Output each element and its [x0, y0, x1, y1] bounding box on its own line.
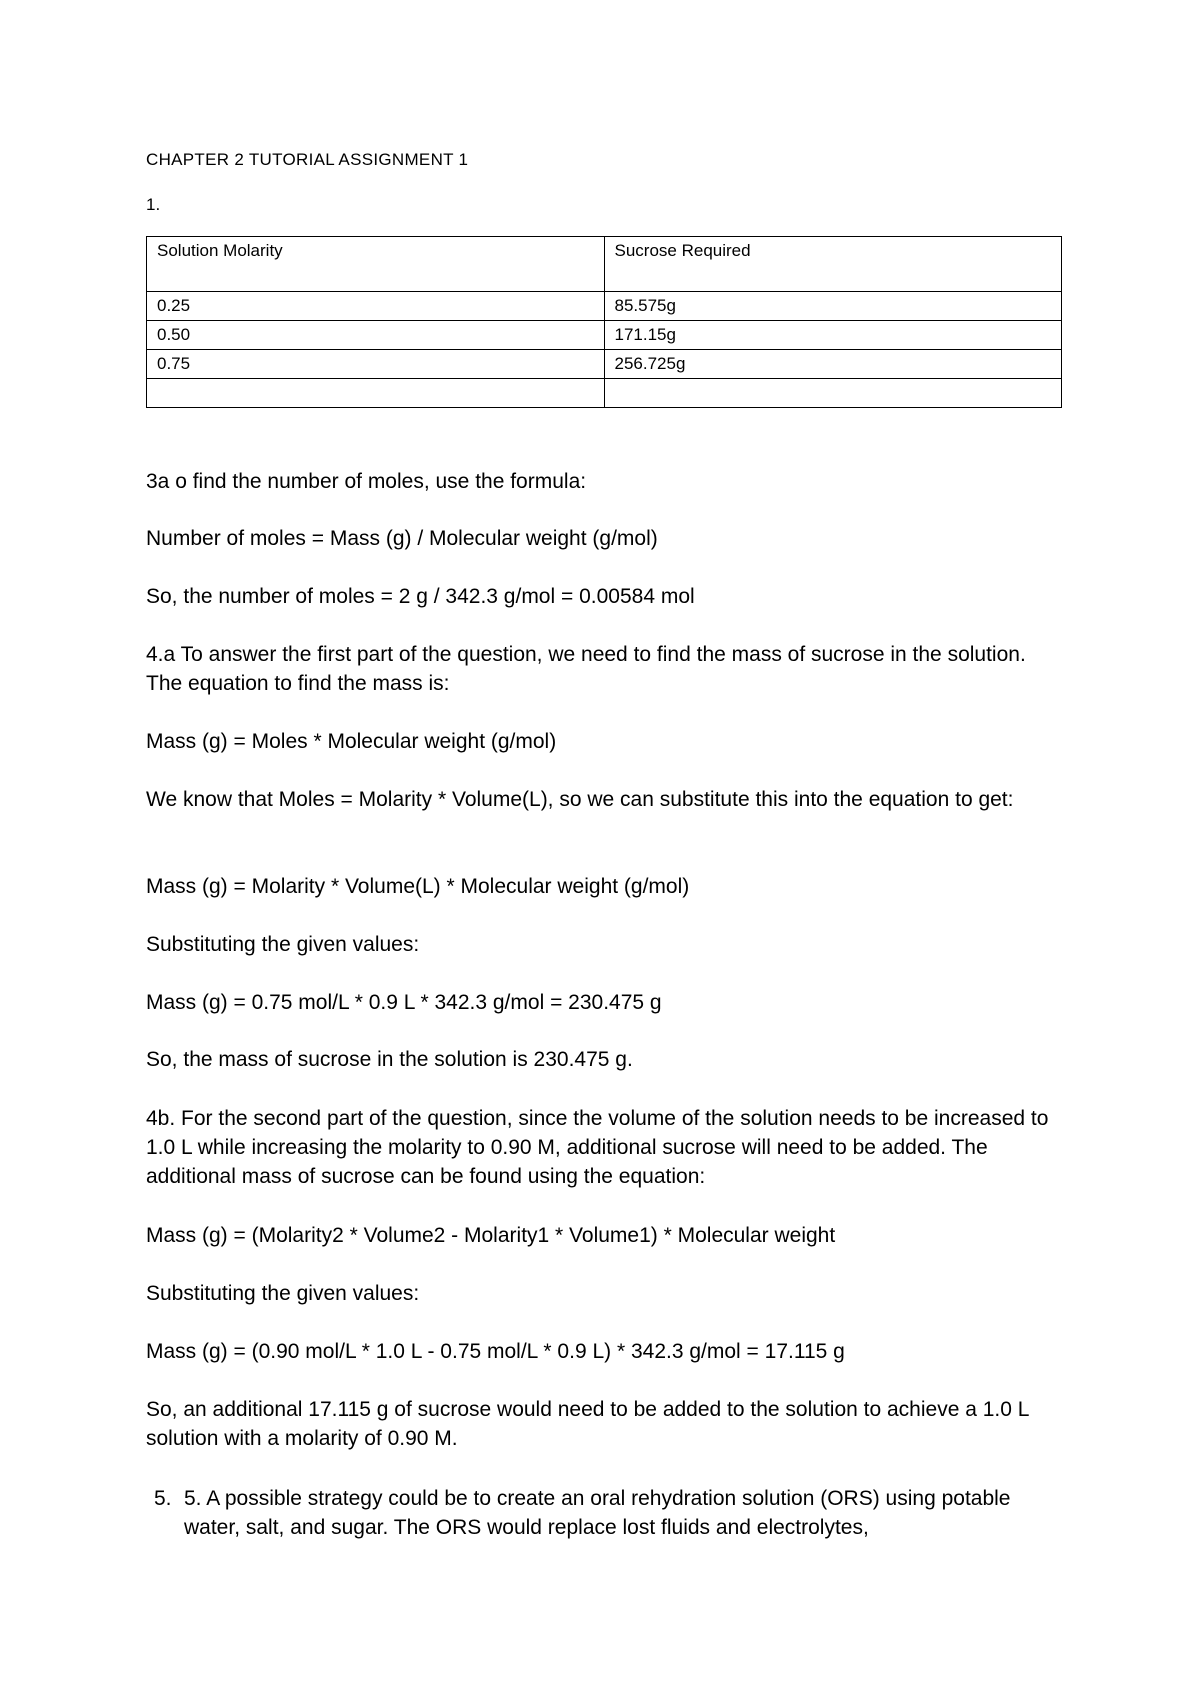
table-cell: 85.575g — [604, 292, 1062, 321]
paragraph-4b-formula: Mass (g) = (Molarity2 * Volume2 - Molarity1 * Volume1) * Molecular weight — [146, 1224, 836, 1247]
list-item-5-text: 5. A possible strategy could be to create an oral rehydration solution (ORS) using potable water, salt, and sugar. The ORS would replace lost fluids and electrolytes, — [184, 1487, 1011, 1539]
list-item-5 — [154, 1484, 1064, 1542]
table-cell: 256.725g — [604, 350, 1062, 379]
header-solution-molarity: Solution Molarity — [147, 237, 605, 292]
paragraph-4a-result: So, the mass of sucrose in the solution is 230.475 g. — [146, 1048, 633, 1071]
paragraph-4b-result: So, an additional 17.115 g of sucrose would need to be added to the solution to achieve a 1.0 L solution with a molarity of 0.90 M. — [146, 1398, 1029, 1450]
paragraph-4b-calc: Mass (g) = (0.90 mol/L * 1.0 L - 0.75 mol/L * 0.9 L) * 342.3 g/mol = 17.115 g — [146, 1340, 845, 1363]
table-row — [147, 379, 1062, 408]
table-cell: 171.15g — [604, 321, 1062, 350]
table-cell: 0.25 — [147, 292, 605, 321]
paragraph-4a-formula: Mass (g) = Moles * Molecular weight (g/mol) — [146, 730, 557, 753]
table-cell: 0.50 — [147, 321, 605, 350]
table-row — [147, 321, 1062, 350]
paragraph-3a-formula: Number of moles = Mass (g) / Molecular weight (g/mol) — [146, 527, 658, 550]
header-sucrose-required: Sucrose Required — [604, 237, 1062, 292]
paragraph-4a-calc: Mass (g) = 0.75 mol/L * 0.9 L * 342.3 g/mol = 230.475 g — [146, 991, 662, 1014]
paragraph-4b-intro: 4b. For the second part of the question, since the volume of the solution needs to be increased to 1.0 L while increasing the molarity to 0.90 M, additional sucrose will need to be added. The additional mass of sucrose can be found using the equation: — [146, 1107, 1049, 1188]
paragraph-3a-result: So, the number of moles = 2 g / 342.3 g/mol = 0.00584 mol — [146, 585, 695, 608]
document-title: CHAPTER 2 TUTORIAL ASSIGNMENT 1 — [146, 150, 469, 169]
table-row — [147, 292, 1062, 321]
table-cell — [604, 379, 1062, 408]
paragraph-4b-given: Substituting the given values: — [146, 1282, 420, 1305]
sucrose-table — [146, 236, 1062, 408]
question-1-label: 1. — [146, 195, 161, 214]
paragraph-4a-given: Substituting the given values: — [146, 933, 420, 956]
table-row — [147, 350, 1062, 379]
table-header-row — [147, 237, 1062, 292]
table-cell — [147, 379, 605, 408]
table-cell: 0.75 — [147, 350, 605, 379]
paragraph-4a-formula-2: Mass (g) = Molarity * Volume(L) * Molecular weight (g/mol) — [146, 875, 690, 898]
paragraph-4a-intro: 4.a To answer the first part of the question, we need to find the mass of sucrose in the solution. The equation to find the mass is: — [146, 643, 1026, 695]
paragraph-4a-substitution: We know that Moles = Molarity * Volume(L), so we can substitute this into the equation to get: — [146, 788, 1014, 811]
paragraph-3a-intro: 3a o find the number of moles, use the formula: — [146, 470, 587, 493]
list-number: 5. — [154, 1487, 172, 1510]
